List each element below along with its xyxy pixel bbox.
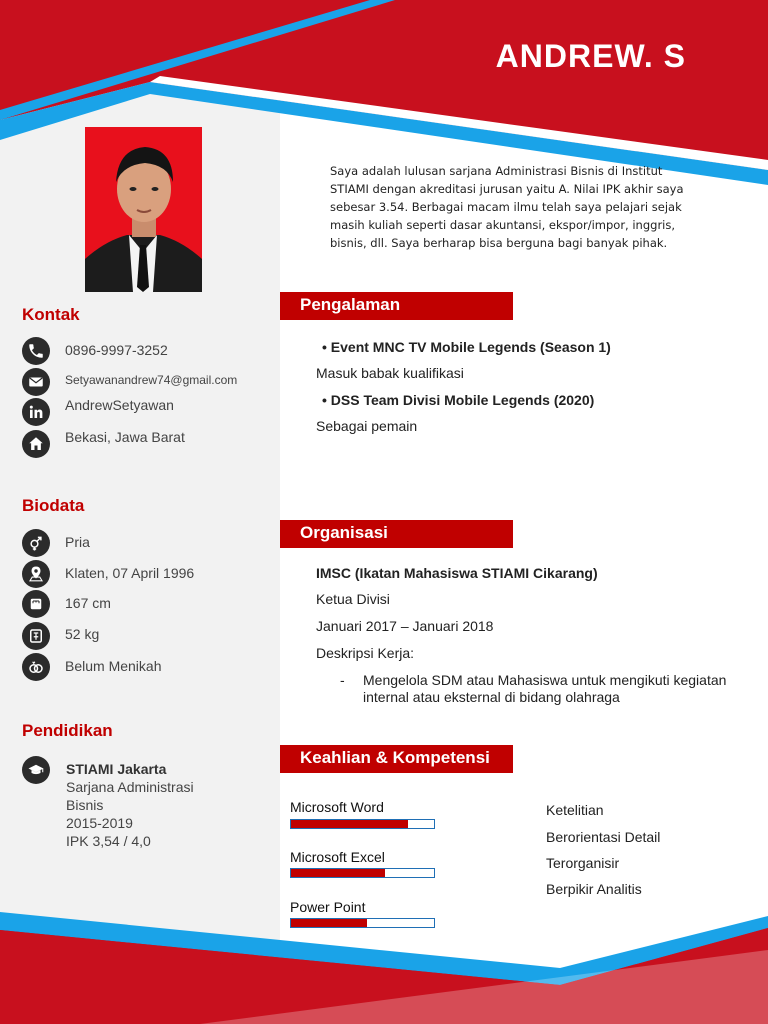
skill-label-excel: Microsoft Excel xyxy=(290,849,385,865)
experience-item2-title-text: DSS Team Divisi Mobile Legends (2020) xyxy=(330,392,595,408)
organization-desc-item: Mengelola SDM atau Mahasiswa untuk mengikuti kegiatan internal atau eksternal di bidang olahraga xyxy=(363,672,727,705)
email-icon xyxy=(22,368,50,396)
experience-heading: Pengalaman xyxy=(300,295,401,314)
candidate-name: ANDREW. S xyxy=(495,38,686,74)
skill-fill-excel xyxy=(291,869,385,877)
contact-linkedin[interactable]: AndrewSetyawan xyxy=(65,397,174,413)
skills-section-bar xyxy=(280,745,513,773)
location-pin-icon xyxy=(22,560,50,588)
profile-photo xyxy=(85,127,202,292)
experience-item1-desc: Masuk babak kualifikasi xyxy=(316,365,464,381)
education-degree: Sarjana Administrasi xyxy=(66,779,194,795)
education-years: 2015-2019 xyxy=(66,815,133,831)
education-details xyxy=(66,760,194,850)
education-heading: Pendidikan xyxy=(22,721,113,740)
experience-item2-title: • DSS Team Divisi Mobile Legends (2020) xyxy=(322,392,595,408)
experience-section-bar xyxy=(280,292,513,320)
skill-label-word: Microsoft Word xyxy=(290,799,384,815)
phone-icon xyxy=(22,337,50,365)
biodata-heading: Biodata xyxy=(22,496,85,515)
height-icon xyxy=(22,590,50,618)
skill-bar-word xyxy=(290,819,435,829)
rings-icon xyxy=(22,653,50,681)
weight-icon xyxy=(22,622,50,650)
biodata-height: 167 cm xyxy=(65,595,111,611)
experience-item2-desc: Sebagai pemain xyxy=(316,418,418,434)
organization-name: IMSC (Ikatan Mahasiswa STIAMI Cikarang) xyxy=(316,565,598,581)
organization-desc-dash: - xyxy=(340,672,345,688)
competency-item: Ketelitian xyxy=(546,802,604,818)
organization-role: Ketua Divisi xyxy=(316,591,390,607)
biodata-birth: Klaten, 07 April 1996 xyxy=(65,565,195,581)
skill-label-powerpoint: Power Point xyxy=(290,899,366,915)
organization-desc-label: Deskripsi Kerja: xyxy=(316,645,415,661)
organization-section-bar xyxy=(280,520,513,548)
contact-phone: 0896-9997-3252 xyxy=(65,342,168,358)
competency-item: Terorganisir xyxy=(546,855,620,871)
competency-item: Berpikir Analitis xyxy=(546,881,642,897)
skill-bar-excel xyxy=(290,868,435,878)
skill-fill-word xyxy=(291,820,408,828)
education-major: Bisnis xyxy=(66,797,104,813)
biodata-gender: Pria xyxy=(65,534,90,550)
profile-summary: Saya adalah lulusan sarjana Administrasi Bisnis di Institut STIAMI dengan akreditasi jurusan yaitu A. Nilai IPK akhir saya sebesar 3.54. Berbagai macam ilmu telah saya pelajari sejak masih kuliah seperti dasar akuntansi, ekspor/impor, inggris, bisnis, dll. Saya berharap bisa berguna bagi banyak pihak. xyxy=(330,164,684,250)
contact-heading: Kontak xyxy=(22,305,80,324)
home-icon xyxy=(22,430,50,458)
education-gpa: IPK 3,54 / 4,0 xyxy=(66,833,151,849)
skill-bar-powerpoint xyxy=(290,918,435,928)
organization-period: Januari 2017 – Januari 2018 xyxy=(316,618,494,634)
experience-item1-title: • Event MNC TV Mobile Legends (Season 1) xyxy=(322,339,611,355)
contact-email[interactable]: Setyawanandrew74@gmail.com xyxy=(65,373,238,387)
organization-heading: Organisasi xyxy=(300,523,388,542)
gender-icon xyxy=(22,529,50,557)
skill-fill-powerpoint xyxy=(291,919,367,927)
biodata-weight: 52 kg xyxy=(65,626,100,642)
graduation-cap-icon xyxy=(22,756,50,784)
biodata-marital: Belum Menikah xyxy=(65,658,162,674)
education-school: STIAMI Jakarta xyxy=(66,761,167,777)
linkedin-icon xyxy=(22,398,50,426)
competency-item: Berorientasi Detail xyxy=(546,829,661,845)
experience-item1-title-text: Event MNC TV Mobile Legends (Season 1) xyxy=(330,339,611,355)
contact-address: Bekasi, Jawa Barat xyxy=(65,429,185,445)
skills-heading: Keahlian & Kompetensi xyxy=(300,748,490,767)
